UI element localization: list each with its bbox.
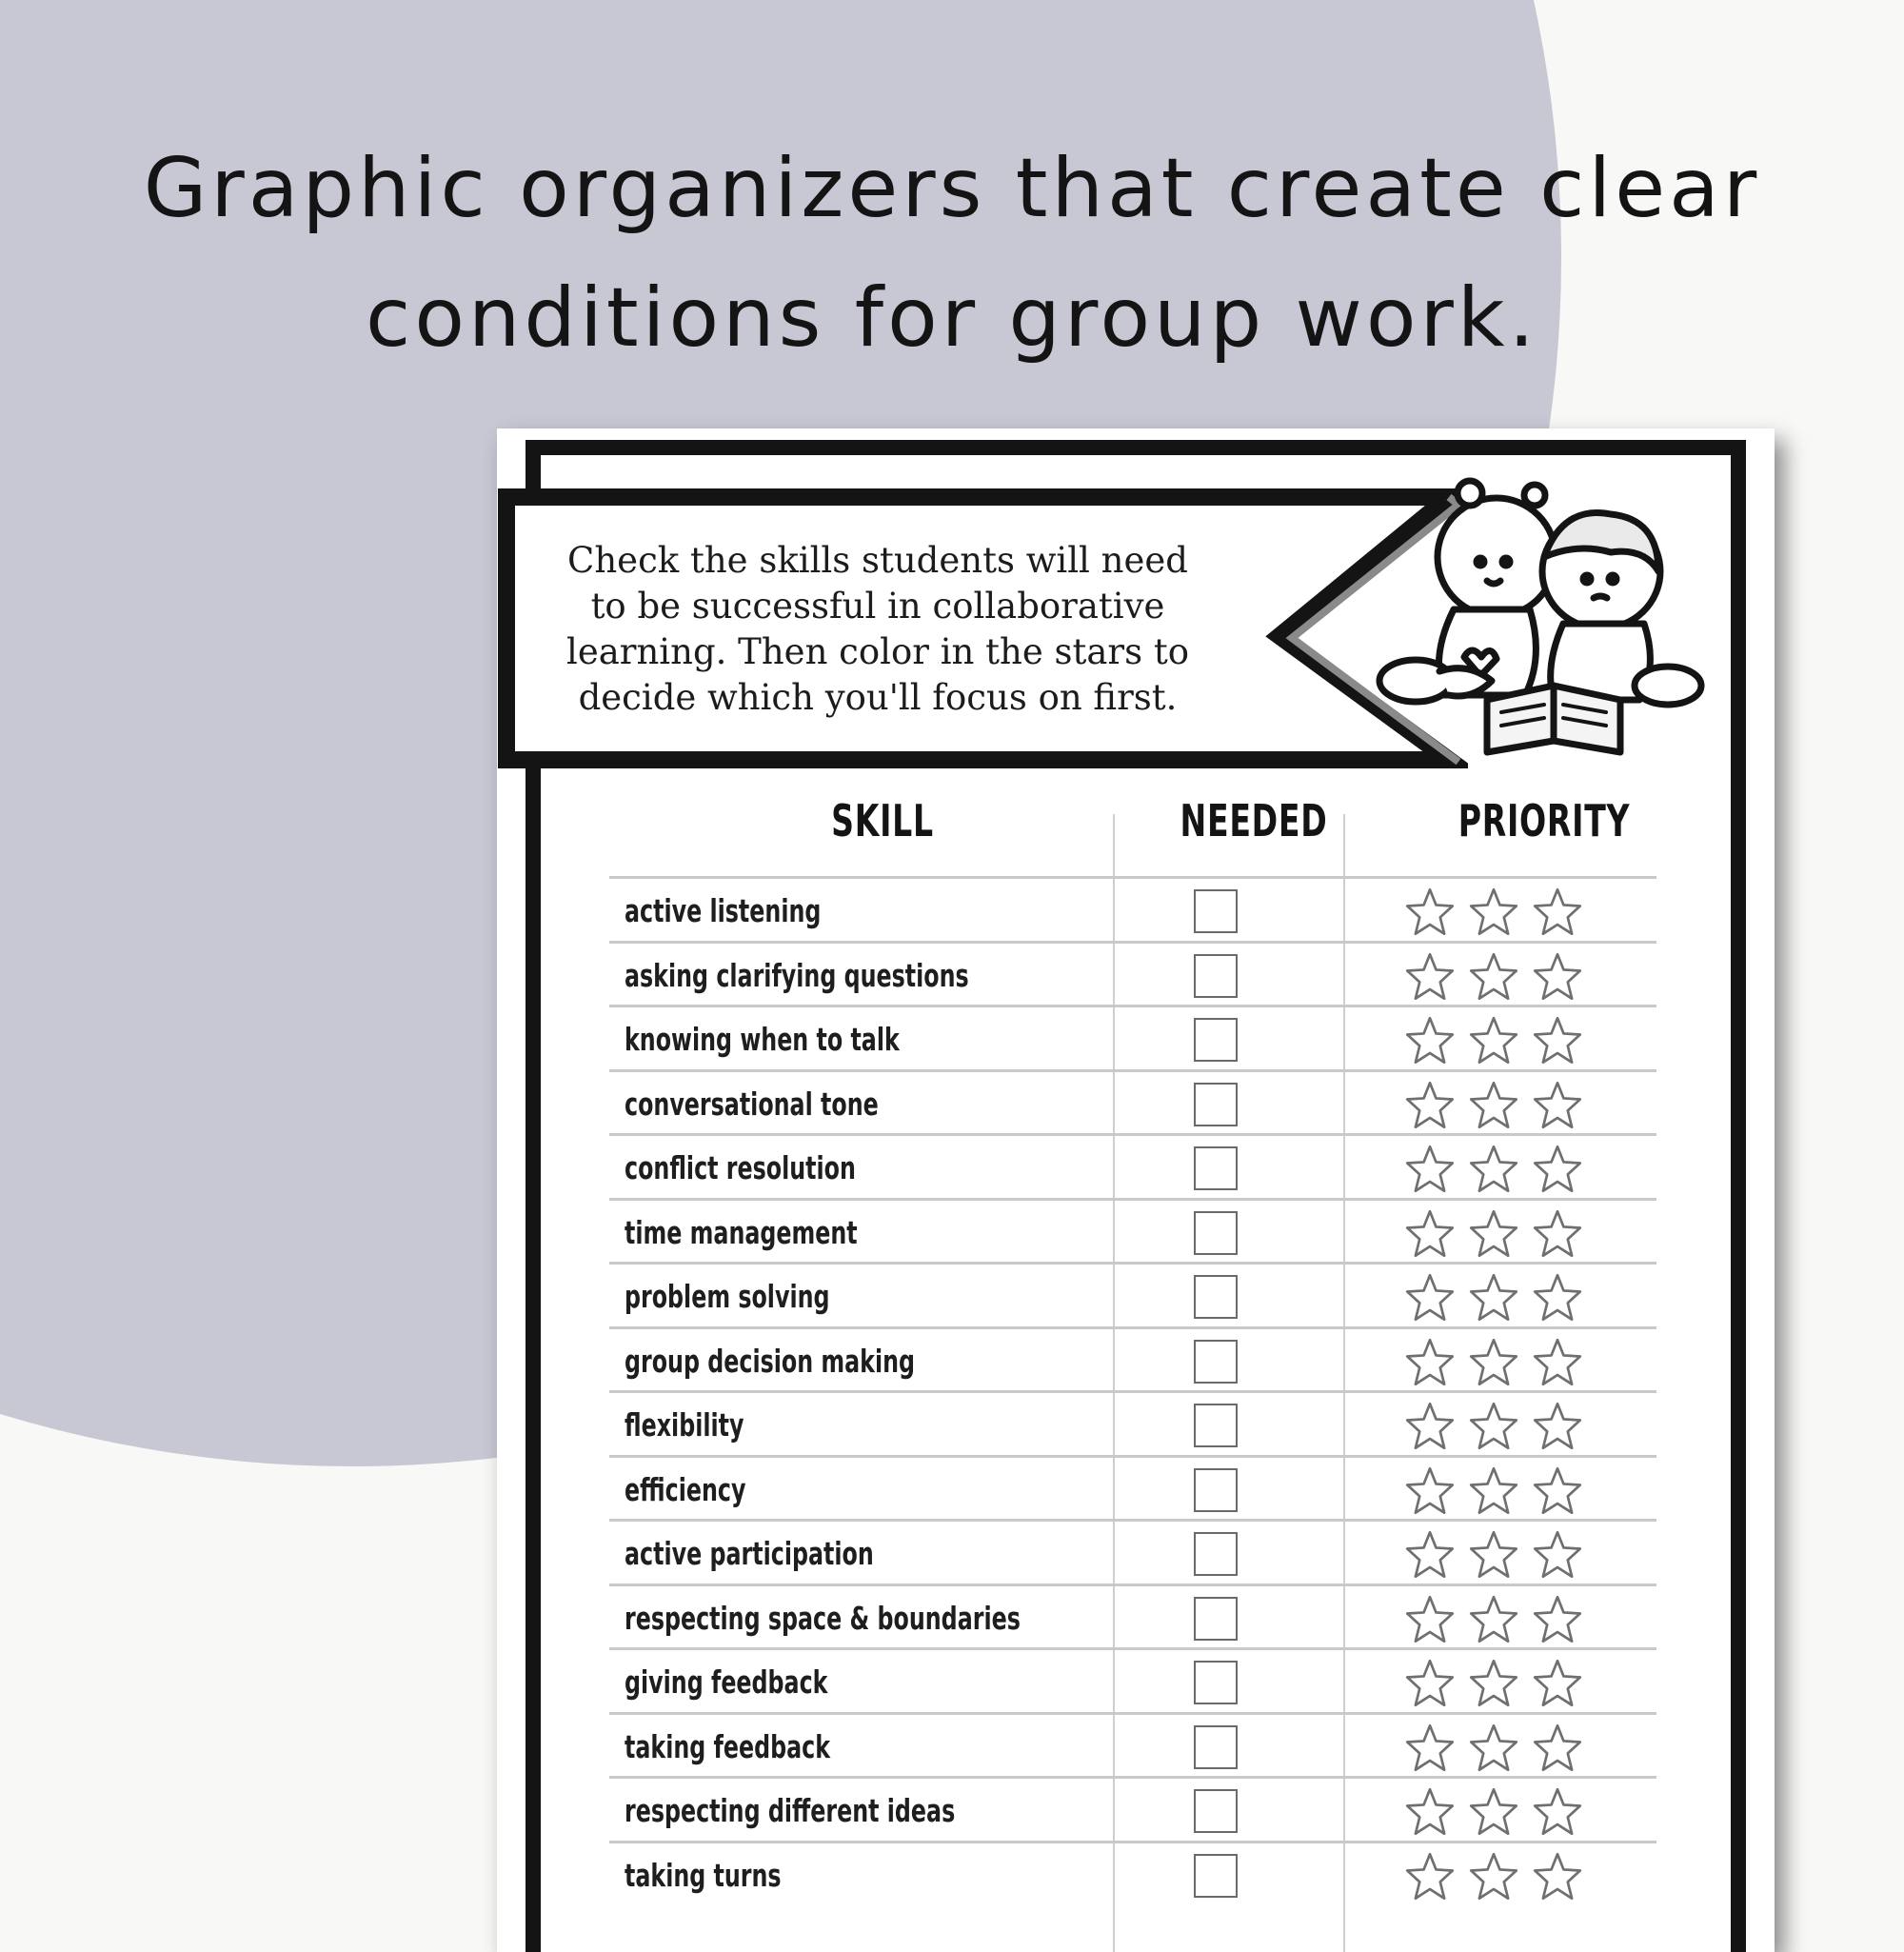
- star-icon[interactable]: [1532, 1208, 1583, 1260]
- table-row: [609, 1069, 1656, 1134]
- table-row: [609, 1326, 1656, 1391]
- star-icon[interactable]: [1532, 1272, 1583, 1324]
- skills-table: [609, 876, 1656, 1904]
- headline: [0, 124, 1904, 383]
- star-icon[interactable]: [1404, 1080, 1456, 1131]
- table-row: [609, 1841, 1656, 1905]
- needed-checkbox[interactable]: [1194, 1146, 1238, 1190]
- star-icon[interactable]: [1468, 1401, 1519, 1452]
- skill-label: respecting different ideas: [625, 1792, 956, 1829]
- priority-stars: [1404, 1144, 1596, 1195]
- star-icon[interactable]: [1404, 1015, 1456, 1066]
- star-icon[interactable]: [1532, 1015, 1583, 1066]
- star-icon[interactable]: [1468, 1080, 1519, 1131]
- star-icon[interactable]: [1532, 1529, 1583, 1581]
- table-row: [609, 1262, 1656, 1326]
- star-icon[interactable]: [1468, 951, 1519, 1003]
- star-icon[interactable]: [1468, 1723, 1519, 1774]
- star-icon[interactable]: [1404, 1786, 1456, 1838]
- priority-stars: [1404, 1658, 1596, 1709]
- star-icon[interactable]: [1532, 1594, 1583, 1645]
- star-icon[interactable]: [1404, 1465, 1456, 1517]
- skill-label: active listening: [625, 892, 822, 929]
- table-row: [609, 1712, 1656, 1777]
- star-icon[interactable]: [1468, 1594, 1519, 1645]
- table-header: [497, 781, 1775, 862]
- skill-label: asking clarifying questions: [625, 956, 969, 994]
- needed-checkbox[interactable]: [1194, 1725, 1238, 1769]
- star-icon[interactable]: [1532, 886, 1583, 938]
- star-icon[interactable]: [1404, 1851, 1456, 1902]
- star-icon[interactable]: [1468, 1272, 1519, 1324]
- priority-stars: [1404, 1401, 1596, 1452]
- skill-label: conflict resolution: [625, 1149, 856, 1186]
- needed-checkbox[interactable]: [1194, 1275, 1238, 1319]
- star-icon[interactable]: [1468, 1786, 1519, 1838]
- headline-line-2: conditions for group work.: [366, 270, 1538, 366]
- star-icon[interactable]: [1532, 1851, 1583, 1902]
- skill-label: problem solving: [625, 1278, 830, 1315]
- table-row: [609, 1584, 1656, 1648]
- star-icon[interactable]: [1468, 1658, 1519, 1709]
- star-icon[interactable]: [1468, 1337, 1519, 1388]
- star-icon[interactable]: [1404, 1272, 1456, 1324]
- needed-checkbox[interactable]: [1194, 1597, 1238, 1641]
- skill-label: time management: [625, 1213, 858, 1251]
- star-icon[interactable]: [1468, 1015, 1519, 1066]
- table-row: [609, 876, 1656, 941]
- star-icon[interactable]: [1532, 1080, 1583, 1131]
- star-icon[interactable]: [1532, 1337, 1583, 1388]
- skill-label: giving feedback: [625, 1663, 828, 1701]
- needed-checkbox[interactable]: [1194, 1083, 1238, 1126]
- skill-label: knowing when to talk: [625, 1021, 900, 1058]
- skill-label: taking turns: [625, 1856, 782, 1894]
- table-row: [609, 941, 1656, 1006]
- star-icon[interactable]: [1404, 886, 1456, 938]
- star-icon[interactable]: [1404, 1529, 1456, 1581]
- star-icon[interactable]: [1532, 1723, 1583, 1774]
- star-icon[interactable]: [1404, 1658, 1456, 1709]
- table-row: [609, 1776, 1656, 1841]
- needed-checkbox[interactable]: [1194, 1854, 1238, 1898]
- star-icon[interactable]: [1468, 1144, 1519, 1195]
- star-icon[interactable]: [1404, 1337, 1456, 1388]
- priority-stars: [1404, 951, 1596, 1003]
- skill-label: conversational tone: [625, 1085, 879, 1123]
- priority-stars: [1404, 1465, 1596, 1517]
- column-header-needed: NEEDED: [1180, 795, 1328, 847]
- priority-stars: [1404, 1529, 1596, 1581]
- needed-checkbox[interactable]: [1194, 954, 1238, 998]
- skill-label: respecting space & boundaries: [625, 1599, 1021, 1637]
- priority-stars: [1404, 1786, 1596, 1838]
- headline-line-1: Graphic organizers that create clear: [143, 141, 1761, 236]
- column-header-skill: SKILL: [831, 795, 934, 847]
- worksheet: [497, 428, 1775, 1952]
- priority-stars: [1404, 1208, 1596, 1260]
- needed-checkbox[interactable]: [1194, 1789, 1238, 1833]
- needed-checkbox[interactable]: [1194, 1404, 1238, 1447]
- skill-label: taking feedback: [625, 1727, 831, 1765]
- needed-checkbox[interactable]: [1194, 1340, 1238, 1384]
- needed-checkbox[interactable]: [1194, 1661, 1238, 1704]
- skill-label: flexibility: [625, 1406, 744, 1444]
- priority-stars: [1404, 1723, 1596, 1774]
- priority-stars: [1404, 886, 1596, 938]
- star-icon[interactable]: [1404, 951, 1456, 1003]
- skill-label: group decision making: [625, 1342, 916, 1380]
- priority-stars: [1404, 1272, 1596, 1324]
- star-icon[interactable]: [1532, 1658, 1583, 1709]
- priority-stars: [1404, 1594, 1596, 1645]
- table-row: [609, 1133, 1656, 1198]
- priority-stars: [1404, 1337, 1596, 1388]
- needed-checkbox[interactable]: [1194, 889, 1238, 933]
- skill-label: active participation: [625, 1535, 874, 1572]
- column-header-priority: PRIORITY: [1458, 795, 1631, 847]
- table-row: [609, 1455, 1656, 1520]
- needed-checkbox[interactable]: [1194, 1018, 1238, 1062]
- star-icon[interactable]: [1468, 1465, 1519, 1517]
- star-icon[interactable]: [1468, 1208, 1519, 1260]
- star-icon[interactable]: [1468, 886, 1519, 938]
- priority-stars: [1404, 1851, 1596, 1902]
- star-icon[interactable]: [1532, 1401, 1583, 1452]
- table-row: [609, 1005, 1656, 1069]
- priority-stars: [1404, 1015, 1596, 1066]
- star-icon[interactable]: [1468, 1851, 1519, 1902]
- table-row: [609, 1519, 1656, 1584]
- skill-label: efficiency: [625, 1470, 746, 1508]
- needed-checkbox[interactable]: [1194, 1532, 1238, 1576]
- star-icon[interactable]: [1404, 1208, 1456, 1260]
- star-icon[interactable]: [1404, 1723, 1456, 1774]
- star-icon[interactable]: [1404, 1144, 1456, 1195]
- star-icon[interactable]: [1532, 1465, 1583, 1517]
- priority-stars: [1404, 1080, 1596, 1131]
- needed-checkbox[interactable]: [1194, 1211, 1238, 1255]
- star-icon[interactable]: [1532, 1786, 1583, 1838]
- star-icon[interactable]: [1468, 1529, 1519, 1581]
- table-row: [609, 1198, 1656, 1263]
- star-icon[interactable]: [1404, 1401, 1456, 1452]
- star-icon[interactable]: [1404, 1594, 1456, 1645]
- needed-checkbox[interactable]: [1194, 1468, 1238, 1512]
- table-row: [609, 1390, 1656, 1455]
- star-icon[interactable]: [1532, 1144, 1583, 1195]
- table-row: [609, 1647, 1656, 1712]
- star-icon[interactable]: [1532, 951, 1583, 1003]
- kids-reading-book-icon: [1373, 467, 1754, 771]
- instructions-text: Check the skills students will need to be successful in collaborative learning. Then color in the stars to decide which you'll focus on first.: [565, 540, 1189, 718]
